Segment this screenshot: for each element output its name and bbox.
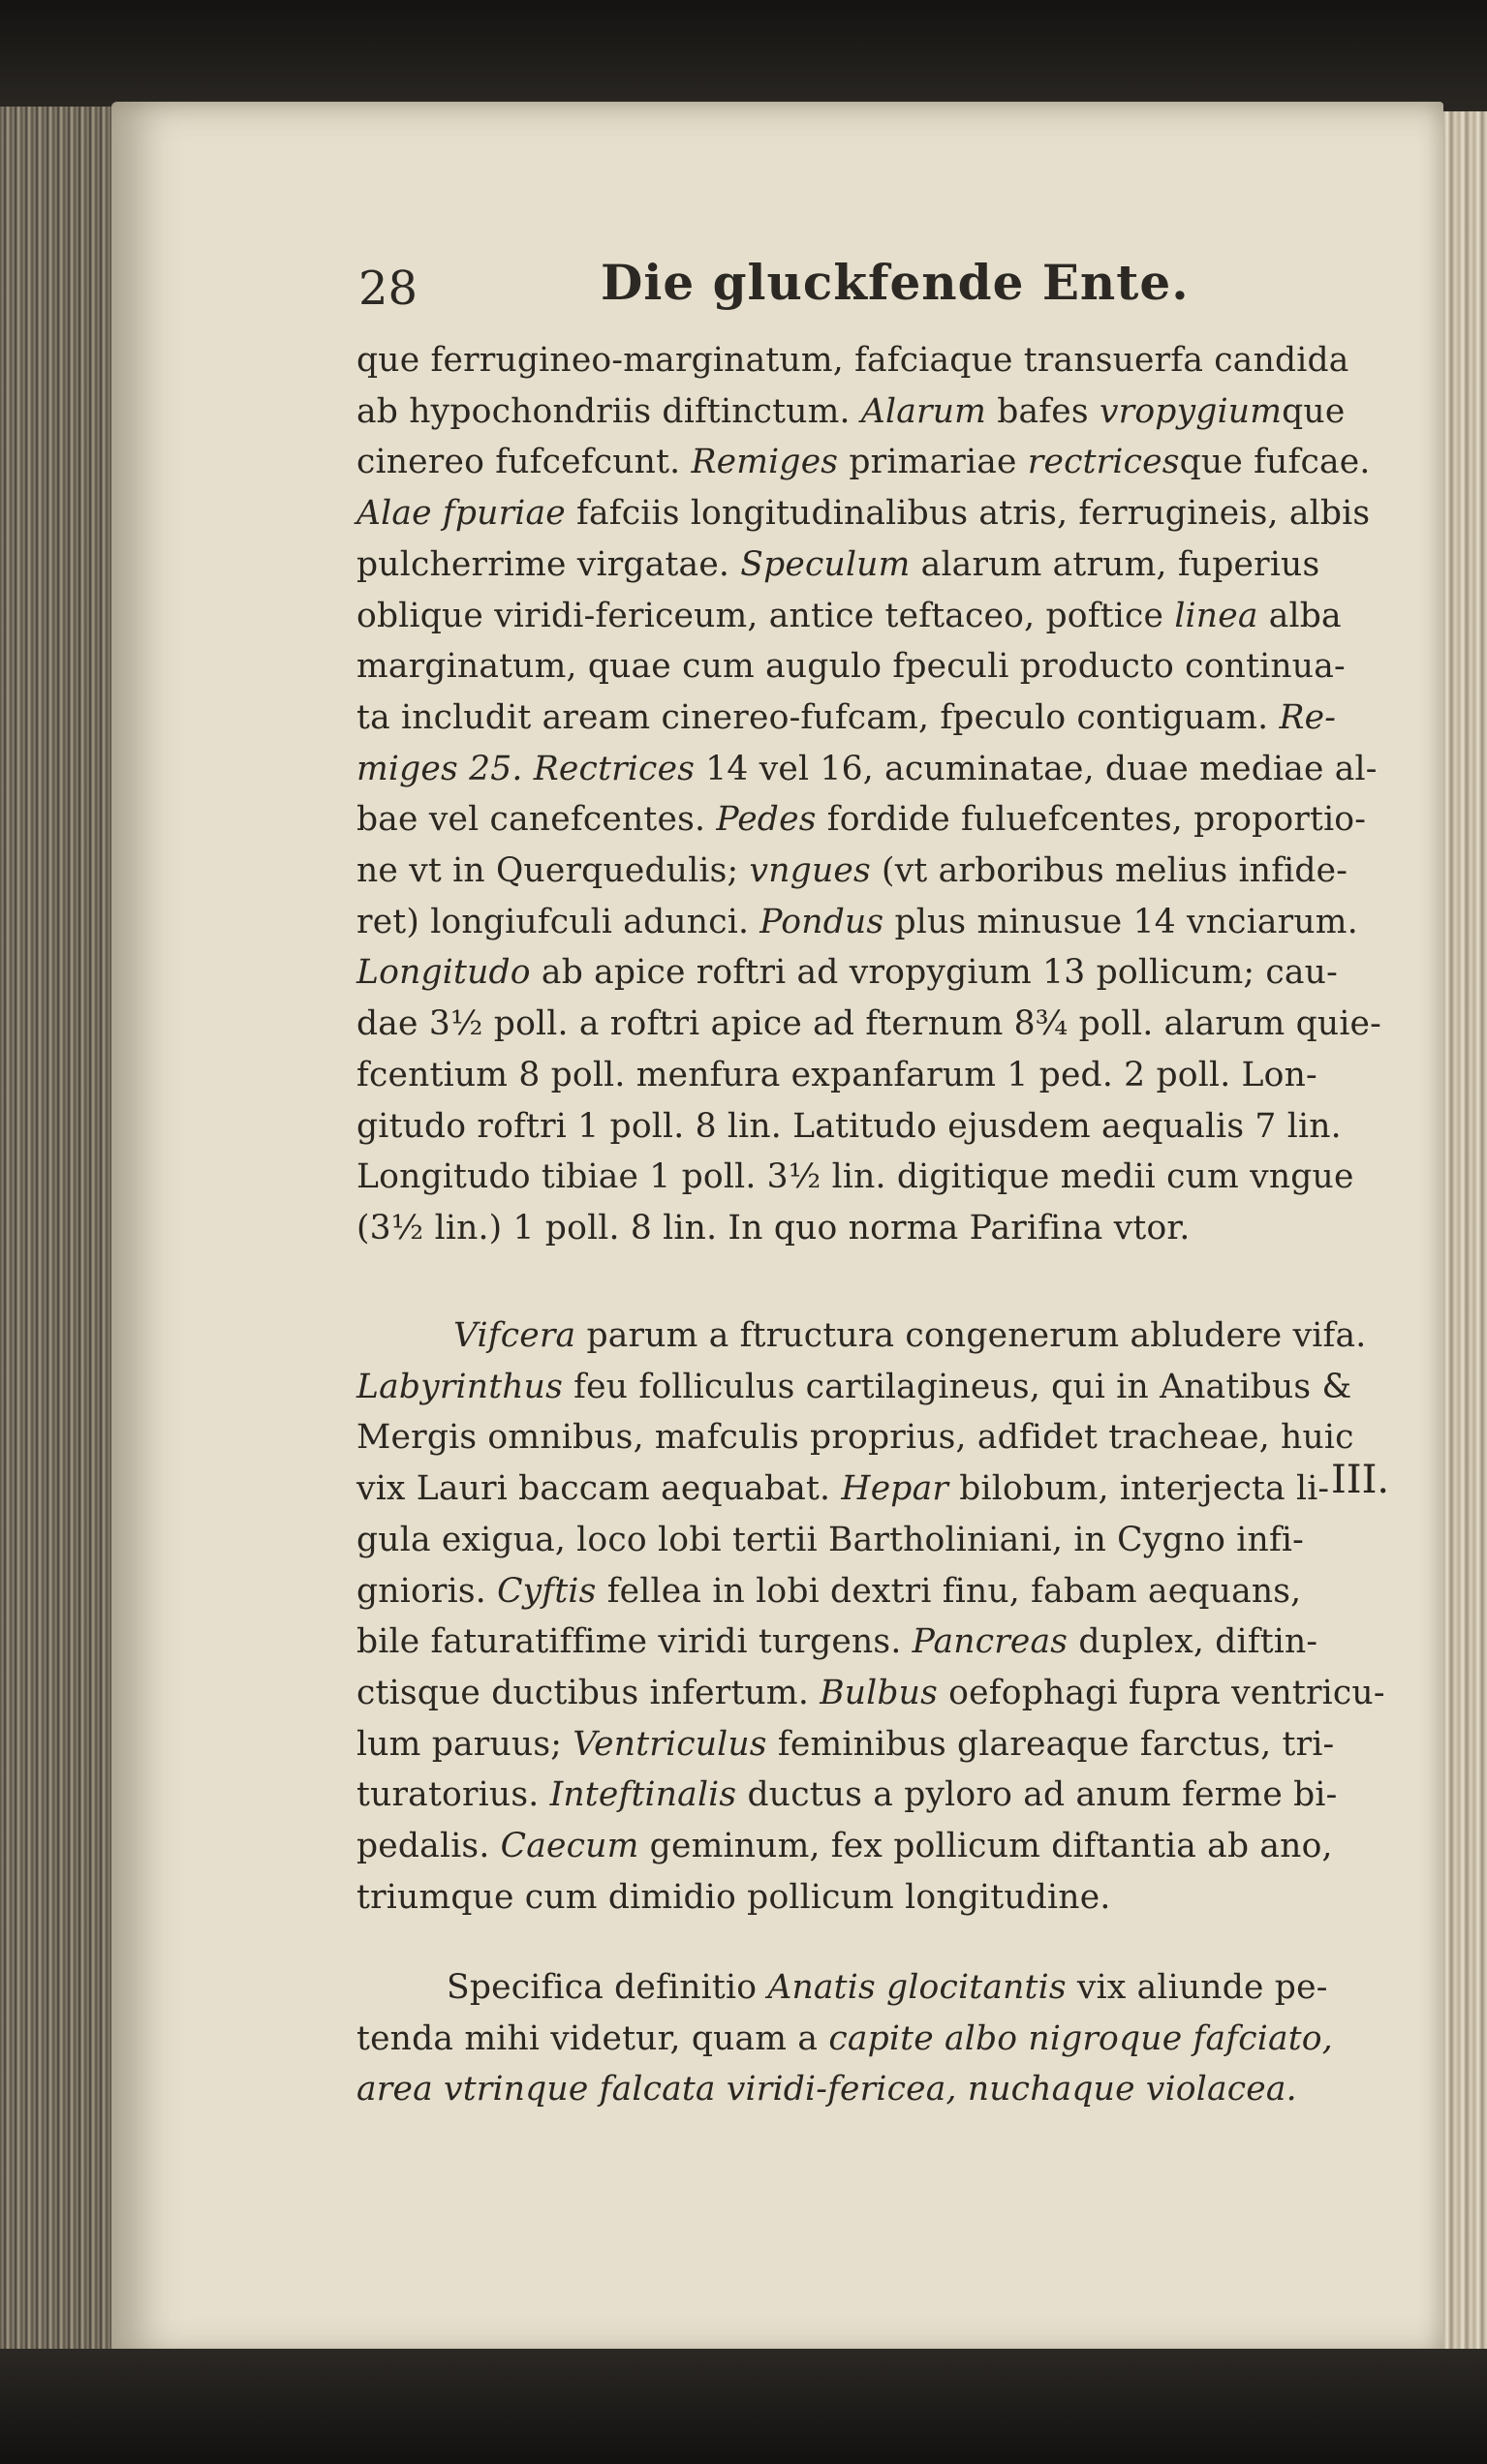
text-run: dae 3½ poll. a roftri apice ad fternum 8¾ poll. alarum quie-: [356, 1004, 1382, 1044]
text-line: [356, 1004, 1381, 1055]
italic-term: capite albo nigroque fafciato,: [828, 2018, 1333, 2058]
italic-term: rectrices: [1027, 443, 1180, 482]
text-line: [356, 1878, 1110, 1928]
text-line: [356, 494, 1370, 544]
running-title: Die gluckfende Ente.: [601, 254, 1190, 311]
text-line: [356, 341, 1349, 391]
italic-term: Cyftis: [497, 1571, 597, 1611]
text-line: [356, 953, 1338, 1003]
text-run: fcentium 8 poll. menfura expanfarum 1 ped. 2 poll. Lon-: [356, 1055, 1317, 1094]
text-run: turatorius.: [356, 1775, 550, 1815]
text-run: pulcherrime virgatae.: [356, 544, 741, 584]
text-line: [356, 1622, 1317, 1673]
text-run: ab hypochondriis diftinctum.: [356, 391, 861, 431]
text-run: que fufcae.: [1179, 443, 1371, 482]
text-run: gitudo roftri 1 poll. 8 lin. Latitudo ejusdem aequalis 7 lin.: [356, 1106, 1342, 1146]
italic-term: Ventriculus: [573, 1724, 767, 1764]
italic-term: Alae fpuriae: [356, 494, 566, 534]
text-line: [356, 1469, 1329, 1520]
text-run: fafciis longitudinalibus atris, ferrugineis, albis: [565, 494, 1371, 534]
text-line: [356, 1572, 1301, 1622]
italic-term: vropygium: [1099, 391, 1283, 431]
text-run: plus minusue 14 vnciarum.: [883, 902, 1358, 941]
text-run: (3½ lin.) 1 poll. 8 lin. In quo norma Parifina vtor.: [356, 1208, 1191, 1247]
page-header: [358, 254, 1288, 320]
italic-term: Anatis glocitantis: [767, 1968, 1067, 2007]
text-line: [356, 597, 1342, 647]
text-line: [356, 1418, 1354, 1468]
italic-term: vngues: [749, 851, 871, 890]
text-line: [356, 647, 1346, 697]
italic-term: Vifcera: [453, 1316, 576, 1355]
text-run: 14 vel 16, acuminatae, duae mediae al-: [695, 749, 1378, 788]
text-run: oefophagi fupra ventricu-: [938, 1673, 1385, 1712]
page-number: 28: [358, 262, 418, 316]
text-line: [356, 2070, 1297, 2120]
text-line: [356, 750, 1378, 800]
text-run: fellea in lobi dextri finu, fabam aequans,: [596, 1571, 1302, 1611]
text-run: parum a ftructura congenerum abludere vifa.: [575, 1316, 1367, 1355]
text-line: [356, 443, 1371, 493]
text-run: que ferrugineo-marginatum, fafciaque transuerfa candida: [356, 341, 1349, 380]
text-run: ab apice roftri ad vropygium 13 pollicum; cau-: [530, 953, 1338, 993]
text-run: Mergis omnibus, mafculis proprius, adfidet tracheae, huic: [356, 1418, 1354, 1458]
text-line: [356, 1674, 1385, 1724]
text-line: [356, 1827, 1333, 1877]
text-run: bafes: [986, 391, 1100, 431]
text-run: triumque cum dimidio pollicum longitudine.: [356, 1877, 1111, 1917]
text-line: [356, 851, 1348, 902]
text-run: gnioris.: [356, 1571, 498, 1611]
text-run: feu folliculus cartilagineus, qui in Anatibus &: [563, 1367, 1352, 1406]
text-run: (vt arboribus melius infide-: [870, 851, 1348, 890]
italic-term: linea: [1174, 596, 1258, 635]
italic-term: Bulbus: [820, 1673, 939, 1712]
text-line: [356, 1107, 1342, 1157]
text-run: duplex, diftin-: [1068, 1622, 1318, 1662]
text-line: [356, 698, 1336, 749]
italic-term: Inteftinalis: [549, 1775, 737, 1815]
text-run: que: [1282, 391, 1346, 431]
italic-term: Longitudo: [356, 953, 531, 993]
italic-term: Remiges: [691, 443, 839, 482]
text-run: pedalis.: [356, 1827, 501, 1865]
italic-term: miges 25. Rectrices: [356, 749, 696, 788]
text-run: feminibus glareaque farctus, tri-: [766, 1724, 1335, 1764]
text-run: primariae: [838, 443, 1028, 482]
text-line: [356, 1521, 1304, 1571]
text-run: oblique viridi-fericeum, antice teftaceo, poftice: [356, 596, 1175, 635]
text-line: [356, 545, 1319, 596]
text-run: ductus a pyloro ad anum ferme bi-: [736, 1775, 1338, 1815]
text-run: vix Lauri baccam aequabat.: [356, 1469, 842, 1509]
text-line: [356, 392, 1345, 443]
text-line: [356, 903, 1358, 953]
text-line: [356, 2019, 1333, 2070]
italic-term: area vtrinque falcata viridi-fericea, nuchaque violacea.: [356, 2070, 1297, 2110]
catchword: III.: [1331, 1458, 1390, 1502]
italic-term: Hepar: [841, 1469, 949, 1509]
text-run: tenda mihi videtur, quam a: [356, 2018, 829, 2058]
text-run: alarum atrum, fuperius: [910, 544, 1320, 584]
text-run: lum paruus;: [356, 1724, 573, 1764]
text-run: Specifica definitio: [447, 1968, 768, 2007]
text-line: [356, 1725, 1334, 1775]
italic-term: Pedes: [716, 800, 817, 840]
italic-term: Re-: [1279, 697, 1337, 737]
scan-background-bottom: [0, 2349, 1487, 2464]
text-line: [356, 1209, 1191, 1259]
text-run: alba: [1257, 596, 1342, 635]
text-line: [356, 1368, 1351, 1418]
italic-term: Caecum: [500, 1827, 639, 1865]
italic-term: Speculum: [740, 544, 911, 584]
text-run: bae vel canefcentes.: [356, 800, 717, 840]
italic-term: Pondus: [759, 902, 884, 941]
italic-term: Alarum: [860, 391, 987, 431]
text-run: bile faturatiffime viridi turgens.: [356, 1622, 913, 1662]
text-run: fordide fuluefcentes, proportio-: [816, 800, 1367, 840]
text-run: vix aliunde pe-: [1066, 1968, 1328, 2007]
text-run: geminum, fex pollicum diftantia ab ano,: [638, 1827, 1333, 1865]
text-run: gula exigua, loco lobi tertii Bartholiniani, in Cygno infi-: [356, 1520, 1305, 1559]
text-run: ret) longiufculi adunci.: [356, 902, 760, 941]
text-run: ctisque ductibus infertum.: [356, 1673, 821, 1712]
text-line: [447, 1968, 1328, 2018]
text-run: ne vt in Querquedulis;: [356, 851, 750, 890]
text-run: cinereo fufcefcunt.: [356, 443, 692, 482]
italic-term: Labyrinthus: [356, 1367, 564, 1406]
text-line: [356, 800, 1366, 850]
text-run: ta includit aream cinereo-fufcam, fpeculo contiguam.: [356, 697, 1280, 737]
text-run: marginatum, quae cum augulo fpeculi producto continua-: [356, 647, 1346, 687]
scan-background-top: [0, 0, 1487, 111]
text-line: [356, 1157, 1354, 1208]
text-run: Longitudo tibiae 1 poll. 3½ lin. digitique medii cum vngue: [356, 1157, 1354, 1197]
text-line: [356, 1056, 1317, 1106]
text-line: [453, 1316, 1366, 1367]
text-line: [356, 1775, 1337, 1826]
text-run: bilobum, interjecta li-: [948, 1469, 1330, 1509]
italic-term: Pancreas: [912, 1622, 1069, 1662]
